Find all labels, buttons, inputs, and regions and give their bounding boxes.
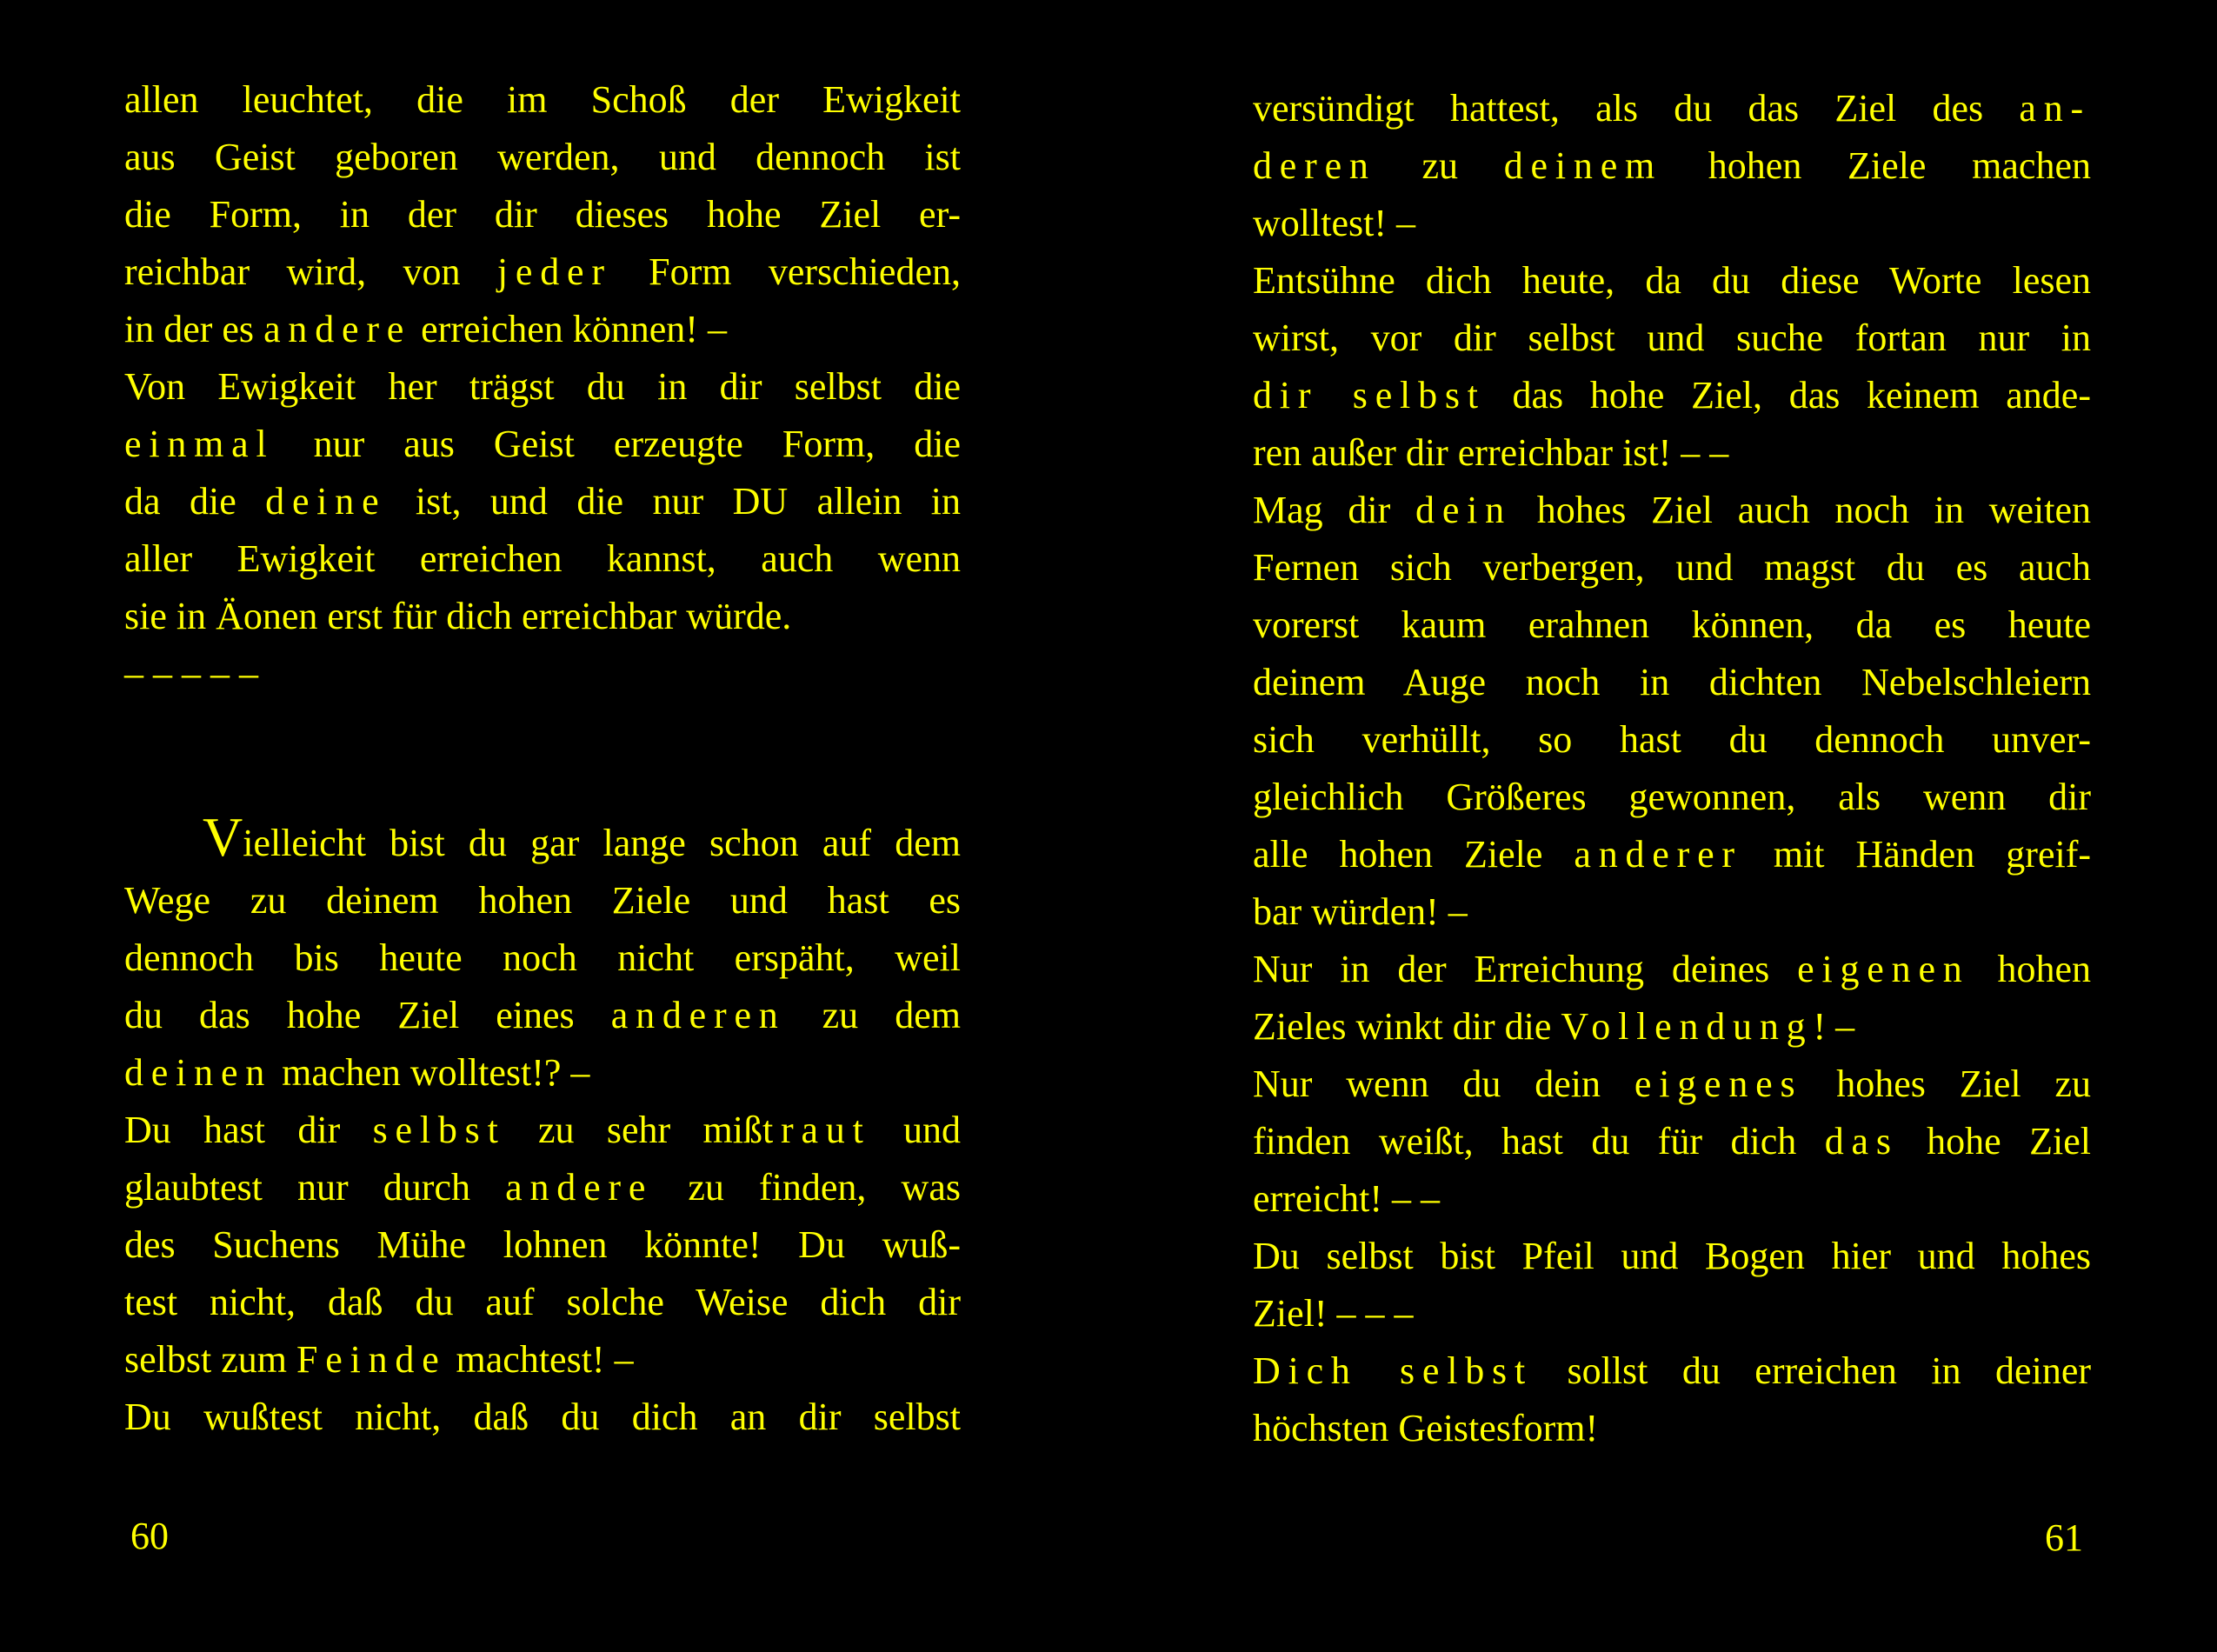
line-text: alle hohen Ziele [1253, 833, 1575, 876]
line-text: finden weißt, hast du für dich [1253, 1120, 1825, 1162]
line-text: Zieles winkt dir die [1253, 1005, 1561, 1048]
text-line [1253, 1285, 2091, 1342]
line-text: Wege zu deinem hohen Ziele und hast es [124, 879, 961, 922]
text-line [1253, 1228, 2091, 1285]
line-text: ielleicht bist du gar lange schon auf dem [243, 822, 961, 864]
text-line [1253, 195, 2091, 252]
line-text: hohen [1969, 948, 2091, 990]
line-text: da die [124, 480, 266, 523]
text-line [124, 929, 961, 987]
text-line [124, 1159, 961, 1216]
line-text: ! – [1813, 1005, 1855, 1048]
line-text: hohe Ziel [1898, 1120, 2091, 1162]
line-text: bar würden! – [1253, 890, 1468, 933]
emphasis-spaced-text: andere [263, 308, 412, 350]
line-text: – – – – – [124, 652, 258, 695]
text-line [1253, 539, 2091, 596]
text-line [1253, 998, 2091, 1056]
text-line [1253, 310, 2091, 367]
text-line [1253, 1342, 2091, 1400]
line-text: machen wolltest!? – [272, 1051, 590, 1094]
emphasis-spaced-text: deinem [1503, 144, 1663, 187]
text-line [124, 416, 961, 473]
line-text: ist, und die nur DU allein in [386, 480, 961, 523]
emphasis-spaced-text: Vollendung [1561, 1005, 1814, 1048]
line-text: Ziel! – – – [1253, 1292, 1414, 1335]
emphasis-spaced-text: traut [762, 1109, 871, 1151]
line-text: sollst du erreichen in deiner [1533, 1349, 2091, 1392]
line-text: Nur in der Erreichung deines [1253, 948, 1798, 990]
line-text: hohes Ziel zu [1802, 1062, 2091, 1105]
line-text: zu dem [785, 994, 961, 1036]
emphasis-spaced-text: einmal [124, 423, 275, 465]
line-text: gleichlich Größeres gewonnen, als wenn dir [1253, 776, 2091, 818]
text-line [124, 645, 961, 703]
line-text: Du hast dir [124, 1109, 373, 1151]
text-line [1253, 80, 2091, 137]
text-line [124, 1274, 961, 1331]
text-line [124, 872, 961, 929]
line-text: in der es [124, 308, 264, 350]
emphasis-spaced-text: andere [505, 1166, 654, 1209]
line-text: aus Geist geboren werden, und dennoch ist [124, 136, 961, 178]
line-text: selbst zum [124, 1338, 296, 1381]
text-line [1253, 1400, 2091, 1457]
emphasis-spaced-text: anderer [1574, 833, 1742, 876]
line-text: sich verhüllt, so hast du dennoch unver- [1253, 718, 2091, 761]
text-line [1253, 654, 2091, 711]
text-line [1253, 769, 2091, 826]
emphasis-spaced-text: eigenes [1634, 1062, 1803, 1105]
text-line [1253, 883, 2091, 941]
emphasis-spaced-text: das [1824, 1120, 1899, 1162]
emphasis-spaced-text: Dich selbst [1253, 1349, 1534, 1392]
line-text: hohes Ziel auch noch in weiten [1511, 489, 2092, 531]
text-line [124, 358, 961, 416]
text-line [124, 473, 961, 530]
line-text: test nicht, daß du auf solche Weise dich dir [124, 1281, 961, 1323]
emphasis-spaced-text: deine [265, 480, 387, 523]
line-text: Du wußtest nicht, daß du dich an dir selbst [124, 1396, 961, 1438]
emphasis-spaced-text: deinen [124, 1051, 273, 1094]
line-text: Form verschieden, [611, 250, 961, 293]
emphasis-spaced-text: selbst [372, 1109, 506, 1151]
text-line [124, 243, 961, 301]
text-line [124, 1102, 961, 1159]
line-text: Mag dir [1253, 489, 1416, 531]
text-line [1253, 367, 2091, 424]
line-text: machtest! – [446, 1338, 634, 1381]
line-text: Fernen sich verbergen, und magst du es auch [1253, 546, 2091, 589]
line-text: reichbar wird, von [124, 250, 497, 293]
line-text: mit Händen greif- [1741, 833, 2092, 876]
text-line [124, 987, 961, 1044]
line-text: die Form, in der dir dieses hohe Ziel er- [124, 193, 961, 236]
line-text: wirst, vor dir selbst und suche fortan nur in [1253, 316, 2091, 359]
page-number-left: 60 [130, 1515, 169, 1557]
text-line [1253, 711, 2091, 769]
line-text: sie in Äonen erst für dich erreichbar würde. [124, 595, 792, 637]
page-number-right: 61 [2045, 1516, 2083, 1559]
line-text: Von Ewigkeit her trägst du in dir selbst die [124, 365, 961, 408]
text-line [124, 186, 961, 243]
emphasis-spaced-text: jeder [496, 250, 612, 293]
text-line [124, 588, 961, 645]
line-text: wolltest! – [1253, 202, 1415, 244]
text-line [1253, 1170, 2091, 1228]
line-text: hohen Ziele machen [1662, 144, 2091, 187]
emphasis-spaced-text: Feinde [296, 1338, 447, 1381]
text-line [1253, 596, 2091, 654]
text-line [124, 530, 961, 588]
emphasis-spaced-text: dir selbst [1253, 374, 1486, 416]
text-line [1253, 424, 2091, 482]
text-line [124, 1044, 961, 1102]
line-text: erreicht! – – [1253, 1177, 1440, 1220]
line-text: zu finden, was [653, 1166, 961, 1209]
line-text: zu sehr miß [505, 1109, 762, 1151]
line-text: deinem Auge noch in dichten Nebelschleiern [1253, 661, 2091, 703]
emphasis-spaced-text: anderen [610, 994, 786, 1036]
line-text: Entsühne dich heute, da du diese Worte lesen [1253, 259, 2091, 302]
line-text: nur aus Geist erzeugte Form, die [274, 423, 961, 465]
emphasis-spaced-text: an- [2019, 87, 2091, 130]
line-text: dennoch bis heute noch nicht erspäht, weil [124, 936, 961, 979]
line-text: ren außer dir erreichbar ist! – – [1253, 431, 1729, 474]
line-text: glaubtest nur durch [124, 1166, 506, 1209]
text-line [1253, 1056, 2091, 1113]
line-text: du das hohe Ziel eines [124, 994, 611, 1036]
text-line [1253, 1113, 2091, 1170]
text-line [1253, 941, 2091, 998]
line-text: versündigt hattest, als du das Ziel des [1253, 87, 2020, 130]
text-line [1253, 252, 2091, 310]
text-line [124, 129, 961, 186]
text-line [1253, 137, 2091, 195]
line-text: Du selbst bist Pfeil und Bogen hier und hohes [1253, 1235, 2091, 1277]
text-line [124, 1331, 961, 1389]
line-text: höchsten Geistesform! [1253, 1407, 1599, 1449]
line-text: vorerst kaum erahnen können, da es heute [1253, 603, 2091, 646]
line-text: des Suchens Mühe lohnen könnte! Du wuß- [124, 1223, 961, 1266]
text-line [124, 1389, 961, 1446]
text-line [1253, 826, 2091, 883]
line-text: zu [1375, 144, 1504, 187]
line-text: das hohe Ziel, das keinem ande- [1485, 374, 2091, 416]
text-line [124, 1216, 961, 1274]
line-text: Nur wenn du dein [1253, 1062, 1634, 1105]
emphasis-spaced-text: dein [1415, 489, 1512, 531]
line-text: erreichen können! – [411, 308, 727, 350]
text-line [124, 301, 961, 358]
emphasis-spaced-text: eigenen [1797, 948, 1970, 990]
initial-capital: V [203, 806, 243, 868]
line-text: aller Ewigkeit erreichen kannst, auch wenn [124, 537, 961, 580]
emphasis-spaced-text: deren [1253, 144, 1376, 187]
text-line [203, 806, 961, 872]
text-line [1253, 482, 2091, 539]
text-line [124, 71, 961, 129]
line-text: und [870, 1109, 961, 1151]
line-text: allen leuchtet, die im Schoß der Ewigkeit [124, 78, 961, 121]
